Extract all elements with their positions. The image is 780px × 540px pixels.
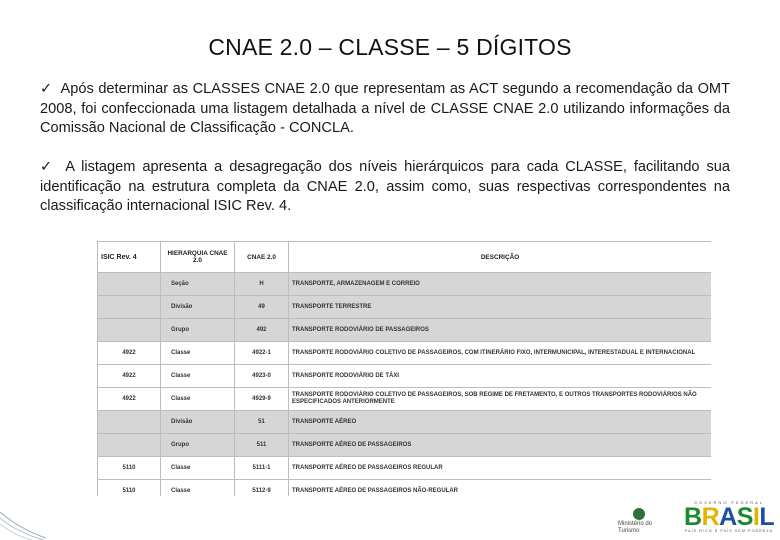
table-body xyxy=(98,273,712,497)
table-row xyxy=(98,342,712,365)
cell-cnae: H xyxy=(235,273,289,296)
corner-swoosh-decoration xyxy=(0,498,46,540)
table-row xyxy=(98,273,712,296)
cell-descricao: TRANSPORTE AÉREO DE PASSAGEIROS xyxy=(289,434,712,457)
checkmark-icon: ✓ xyxy=(40,81,53,97)
cell-hierarquia: Classe xyxy=(161,457,235,480)
cell-isic xyxy=(98,296,161,319)
cell-hierarquia: Divisão xyxy=(161,296,235,319)
cell-descricao: TRANSPORTE AÉREO DE PASSAGEIROS NÃO-REGULAR xyxy=(289,480,712,497)
paragraph-1 xyxy=(40,80,730,139)
cell-isic: 4922 xyxy=(98,342,161,365)
ministerio-logo-text: Ministério do Turismo xyxy=(618,521,653,534)
cell-hierarquia: Divisão xyxy=(161,411,235,434)
cell-isic: 5110 xyxy=(98,480,161,497)
cell-isic xyxy=(98,319,161,342)
cell-descricao: TRANSPORTE RODOVIÁRIO COLETIVO DE PASSAGEIROS, SOB REGIME DE FRETAMENTO, E OUTROS TRANSPORTES RODOVIÁRIOS NÃO ESPECIFICADOS ANTERIORMENTE xyxy=(289,388,712,411)
cell-cnae: 5111-1 xyxy=(235,457,289,480)
cell-isic xyxy=(98,411,161,434)
table-row xyxy=(98,411,712,434)
brasil-logo xyxy=(684,500,774,536)
cell-descricao: TRANSPORTE TERRESTRE xyxy=(289,296,712,319)
cell-descricao: TRANSPORTE AÉREO xyxy=(289,411,712,434)
cell-cnae: 4929-9 xyxy=(235,388,289,411)
cell-isic: 4922 xyxy=(98,388,161,411)
brasil-logo-bottom-text: PAÍS RICO É PAÍS SEM POBREZA xyxy=(684,529,774,533)
ministerio-emblem-icon xyxy=(633,508,645,520)
cell-isic: 4922 xyxy=(98,365,161,388)
checkmark-icon: ✓ xyxy=(40,159,56,175)
ministerio-turismo-logo xyxy=(618,508,666,535)
cell-descricao: TRANSPORTE RODOVIÁRIO DE PASSAGEIROS xyxy=(289,319,712,342)
cell-hierarquia: Classe xyxy=(161,480,235,497)
paragraph-2-text: A listagem apresenta a desagregação dos níveis hierárquicos para cada CLASSE, facilitando sua identificação na estrutura completa da CNAE 2.0, assim como, suas respectivas correspondentes na classificação internacional ISIC Rev. 4. xyxy=(40,159,730,214)
header-cnae: CNAE 2.0 xyxy=(235,242,289,273)
cell-hierarquia: Classe xyxy=(161,388,235,411)
cell-hierarquia: Seção xyxy=(161,273,235,296)
cell-cnae: 49 xyxy=(235,296,289,319)
table-row xyxy=(98,319,712,342)
header-isic: ISIC Rev. 4 xyxy=(98,242,161,273)
page-title: CNAE 2.0 – CLASSE – 5 DÍGITOS xyxy=(208,34,572,60)
cnae-table-image xyxy=(97,241,711,496)
cnae-table xyxy=(97,241,711,496)
table-row xyxy=(98,296,712,319)
table-row xyxy=(98,434,712,457)
header-hierarquia: HIERARQUIA CNAE 2.0 xyxy=(161,242,235,273)
cell-descricao: TRANSPORTE, ARMAZENAGEM E CORREIO xyxy=(289,273,712,296)
cell-cnae: 5112-9 xyxy=(235,480,289,497)
paragraph-2 xyxy=(40,158,730,217)
cell-cnae: 492 xyxy=(235,319,289,342)
header-descricao: DESCRIÇÃO xyxy=(289,242,712,273)
cell-hierarquia: Grupo xyxy=(161,319,235,342)
table-header-row xyxy=(98,242,712,273)
table-row xyxy=(98,365,712,388)
cell-hierarquia: Grupo xyxy=(161,434,235,457)
cell-cnae: 4922-1 xyxy=(235,342,289,365)
table-row xyxy=(98,457,712,480)
cell-cnae: 4923-0 xyxy=(235,365,289,388)
table-row xyxy=(98,480,712,497)
cell-hierarquia: Classe xyxy=(161,365,235,388)
cell-descricao: TRANSPORTE AÉREO DE PASSAGEIROS REGULAR xyxy=(289,457,712,480)
cell-descricao: TRANSPORTE RODOVIÁRIO DE TÁXI xyxy=(289,365,712,388)
cell-cnae: 511 xyxy=(235,434,289,457)
brasil-logo-word: BRASIL xyxy=(684,503,775,531)
cell-cnae: 51 xyxy=(235,411,289,434)
cell-descricao: TRANSPORTE RODOVIÁRIO COLETIVO DE PASSAGEIROS, COM ITINERÁRIO FIXO, INTERMUNICIPAL, INTERESTADUAL E INTERNACIONAL xyxy=(289,342,712,365)
paragraph-1-text: Após determinar as CLASSES CNAE 2.0 que representam as ACT segundo a recomendação da OMT 2008, foi confeccionada uma listagem detalhada a nível de CLASSE CNAE 2.0 utilizando informações da Comissão Nacional de Classificação - CONCLA. xyxy=(40,81,730,136)
brasil-logo-top-text: GOVERNO FEDERAL xyxy=(693,500,764,505)
cell-hierarquia: Classe xyxy=(161,342,235,365)
table-row xyxy=(98,388,712,411)
cell-isic xyxy=(98,434,161,457)
cell-isic xyxy=(98,273,161,296)
cell-isic: 5110 xyxy=(98,457,161,480)
